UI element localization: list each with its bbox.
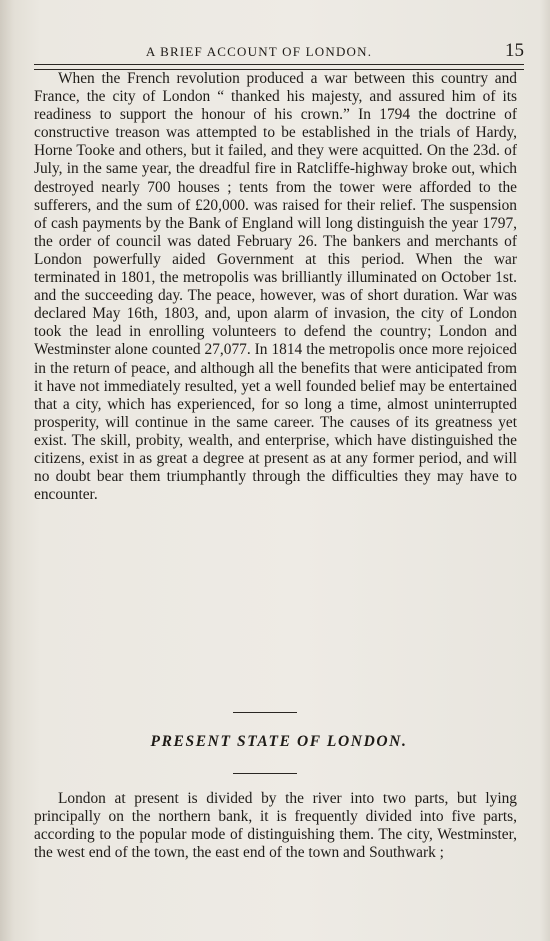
present-state-paragraph bbox=[34, 790, 517, 862]
running-title: A BRIEF ACCOUNT OF LONDON. bbox=[145, 44, 373, 59]
section-divider-top bbox=[233, 712, 297, 713]
section-heading: PRESENT STATE OF LONDON. bbox=[150, 733, 408, 750]
section-divider-bottom bbox=[233, 773, 297, 774]
history-paragraph bbox=[34, 70, 517, 504]
page-number: 15 bbox=[505, 40, 524, 61]
page-header bbox=[34, 40, 524, 66]
paragraph-text: When the French revolution produced a war between this country and France, the city of London “ thanked his majesty, and assured him of its readiness to support the honour of his crown.” In 1794 the doctrine of constructive treason was attempted to be established in the trials of Hardy, Horne Tooke and others, but it failed, and they were acquitted. On the 23d. of July, in the same year, the dreadful fire in Ratcliffe-highway broke out, which destroyed nearly 700 houses ; tents from the tower were afforded to the sufferers, and the sum of £20,000. was raised for their relief. The suspension of cash payments by the Bank of England will long distinguish the year 1797, the order of council was dated February 26. The bankers and merchants of London powerfully aided Government at this period. When the war terminated in 1801, the metropolis was brilliantly illuminated on October 1st. and the succeeding day. The peace, however, was of short duration. War was declared May 16th, 1803, and, upon alarm of invasion, the city of London took the lead in enrolling volunteers to defend the country; London and Westminster alone counted 27,077. In 1814 the metropolis once more rejoiced in the return of peace, and although all the benefits that were anticipated from it have not immediately resulted, yet a well founded belief may be entertained that a city, which has experienced, for so long a time, almost uninterrupted prosperity, will continue in the same career. The causes of its greatness yet exist. The skill, probity, wealth, and enterprise, which have distinguished the citizens, exist in as great a degree at present as at any former period, and will no doubt bear them triumphantly through the difficulties they may have to encounter. bbox=[34, 70, 517, 504]
paragraph-text: London at present is divided by the river into two parts, but lying principally on the northern bank, it is frequently divided into five parts, according to the popular mode of distinguishing them. The city, Westminster, the west end of the town, the east end of the town and Southwark ; bbox=[34, 790, 517, 862]
